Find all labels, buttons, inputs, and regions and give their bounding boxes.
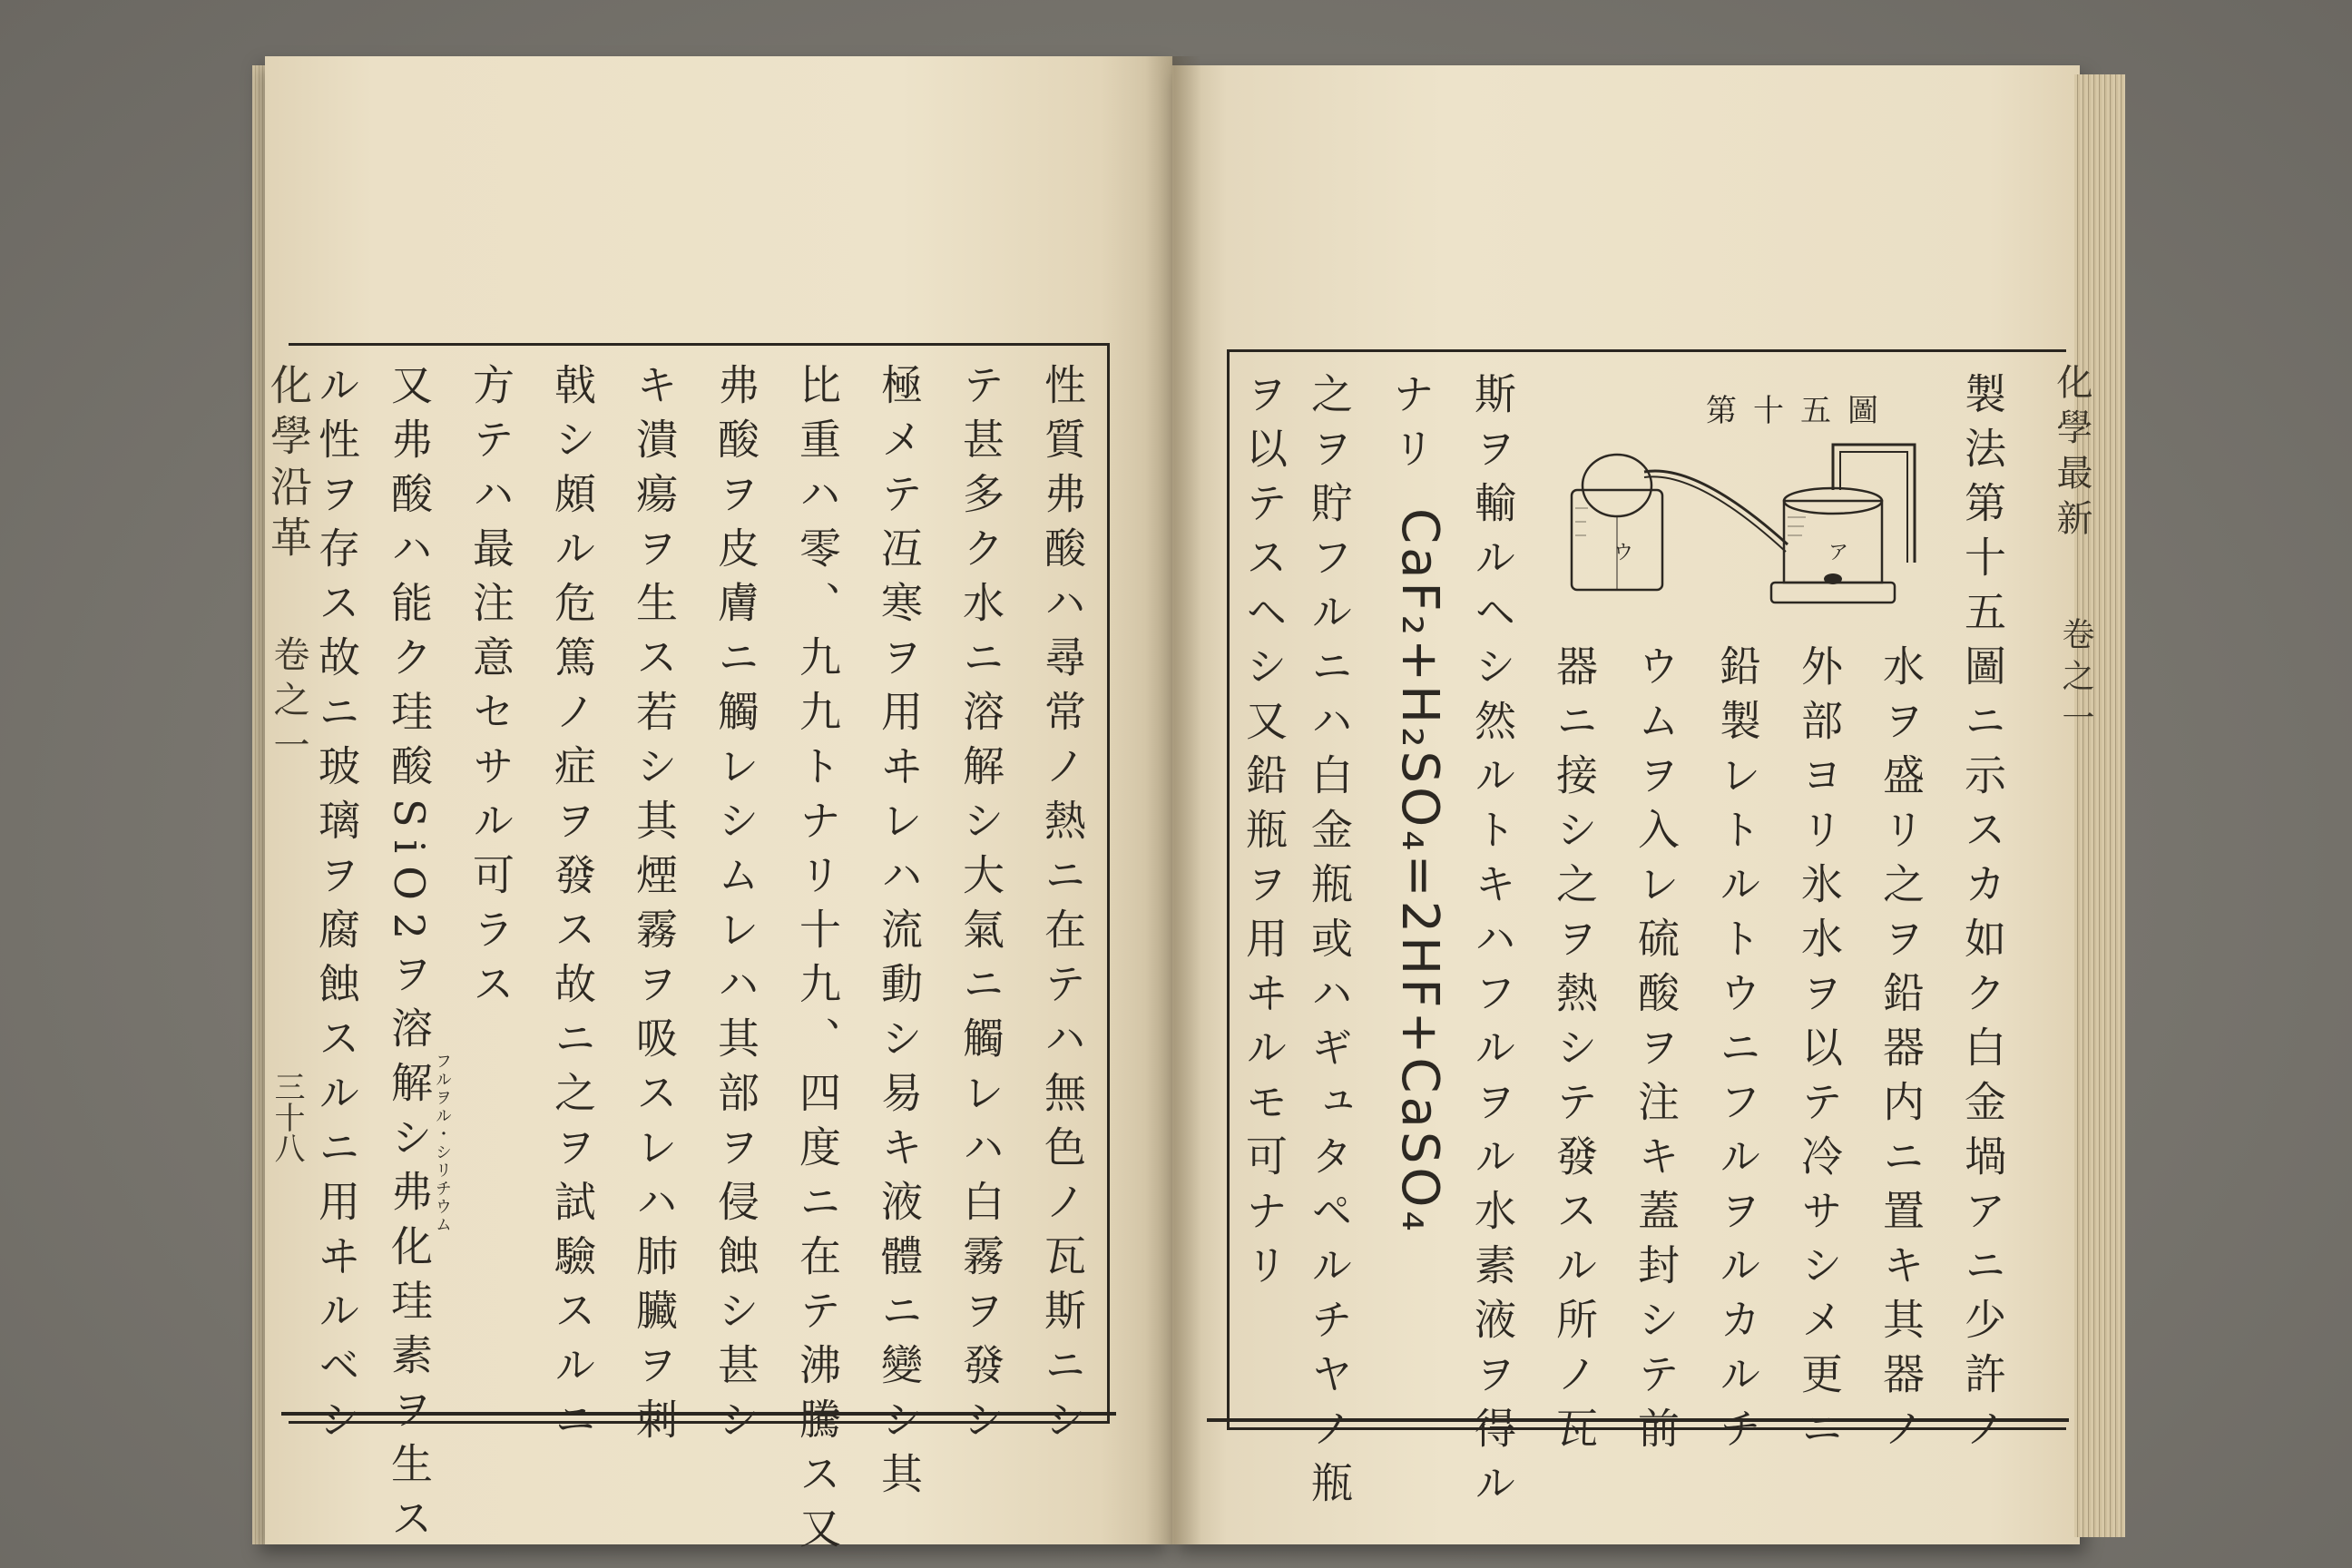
right-text-column-1: 製法第十五圖ニ示スカ如ク白金堝アニ少許ノ [1958,372,2007,1461]
left-text-column-9: 又弗酸ハ能ク珪酸SiO2ヲ溶解シ弗化珪素ヲ生ス [385,363,434,1552]
right-margin-volume: 卷之一 [2057,617,2094,742]
left-text-column-2: テ甚多ク水ニ溶解シ大氣ニ觸レハ白霧ヲ發シ [956,363,1005,1452]
left-margin-page-number: 三十八 [269,1071,305,1163]
figure-caption: 第十五圖 [1706,393,1895,429]
right-text-column-10: ヲ以テスヘシ又鉛瓶ヲ用ヰルモ可ナリ [1240,372,1289,1298]
left-text-column-10: ル性ヲ存ス故ニ玻璃ヲ腐蝕スルニ用ヰルベシ [312,363,361,1452]
right-text-column-6: 器ニ接シ之ヲ熱シテ發スル所ノ瓦 [1550,644,1599,1461]
left-text-column-5: 弗酸ヲ皮膚ニ觸レシムレハ其部ヲ侵蝕シ甚シ [711,363,760,1452]
right-text-column-8: ナリ [1387,372,1436,481]
right-text-column-9: 之ヲ貯フルニハ白金瓶或ハギュタペルチヤノ瓶 [1305,372,1354,1515]
left-text-column-3: 極メテ冱寒ヲ用ヰレハ流動シ易キ液體ニ變シ其 [875,363,924,1506]
right-page-edge [2074,74,2125,1537]
right-text-column-2: 水ヲ盛リ之ヲ鉛器内ニ置キ其器ノ [1877,644,1926,1461]
apparatus-illustration [1561,436,1942,617]
left-text-column-6: キ潰瘍ヲ生ス若シ其煙霧ヲ吸スレハ肺臟ヲ刺 [630,363,679,1452]
right-text-column-3: 外部ヨリ氷水ヲ以テ冷サシメ更ニ [1795,644,1844,1461]
figure-label-a: ア [1828,542,1849,564]
left-text-column-7: 戟シ頗ル危篤ノ症ヲ發ス故ニ之ヲ試驗スルニ [548,363,597,1452]
right-text-column-4: 鉛製レトルトウニフルヲルカルチ [1713,644,1762,1461]
left-margin-volume: 卷之一 [268,635,309,771]
left-text-column-4: 比重ハ零、九九トナリ十九、四度ニ在テ沸騰ス又 [793,363,842,1561]
right-text-column-5: ウムヲ入レ硫酸ヲ注キ蓋封シテ前 [1632,644,1681,1461]
right-margin-title: 化學最新 [2051,363,2092,544]
left-margin-title: 化學沿革 [264,363,313,566]
left-text-column-8: 方テハ最注意セサル可ラス [466,363,515,1016]
chemical-formula: CaF₂+H₂SO₄=2HF+CaSO₄ [1390,508,1449,1235]
left-text-column-1: 性質弗酸ハ尋常ノ熱ニ在テハ無色ノ瓦斯ニシ [1038,363,1087,1452]
left-ruby-annotation: フルヲル・シリチウム [433,1053,452,1234]
right-text-column-7: 斯ヲ輸ルヘシ然ルトキハフルヲル水素液ヲ得ル [1468,372,1517,1515]
figure-label-u: ウ [1613,542,1634,564]
book-gutter [1145,56,1201,1544]
